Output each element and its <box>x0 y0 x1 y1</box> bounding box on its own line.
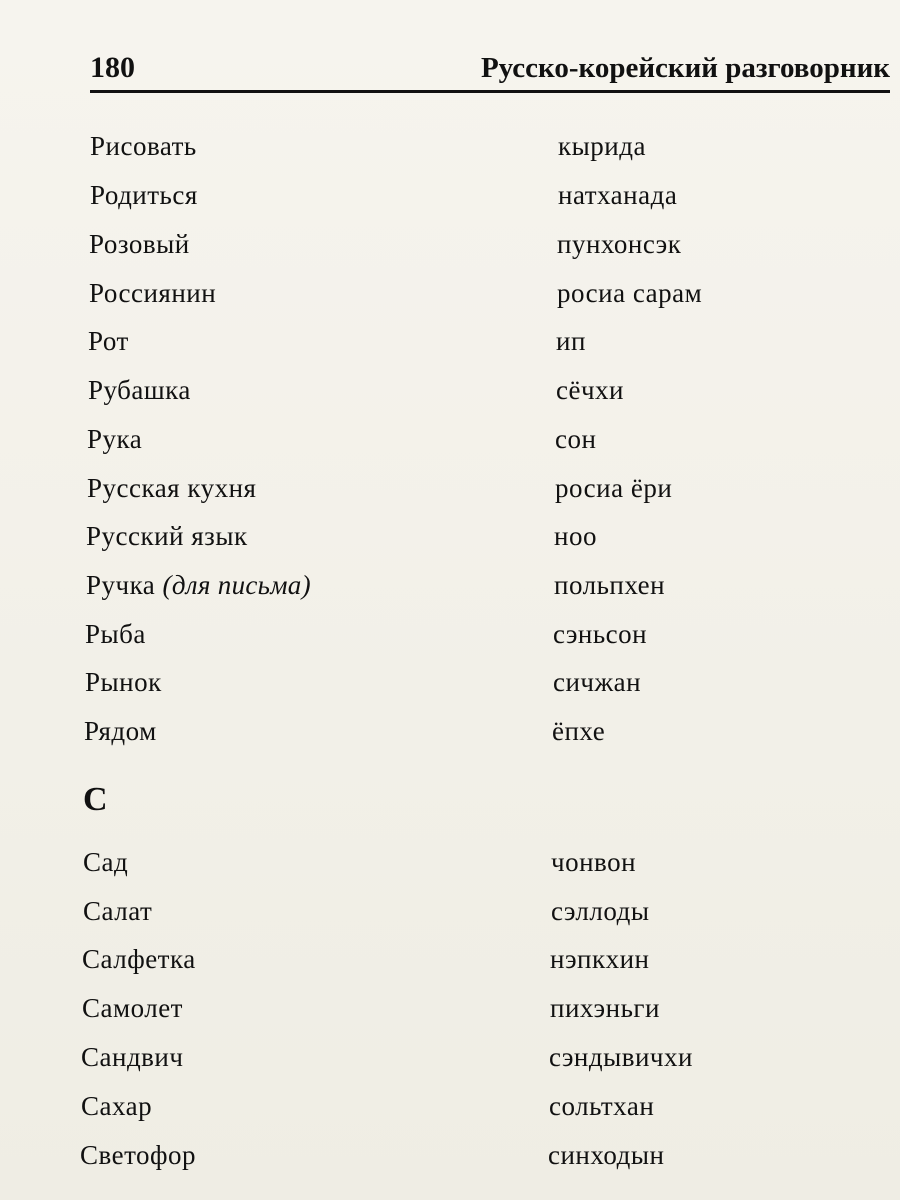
entry-row <box>80 1135 880 1175</box>
entry-row <box>89 224 889 264</box>
russian-word: Рядом <box>84 716 157 746</box>
entry-row <box>81 1037 881 1077</box>
russian-word: Рыба <box>85 619 146 649</box>
entry-row <box>86 516 886 556</box>
entry-row <box>89 273 889 313</box>
running-title: Русско-корейский разговорник <box>480 52 890 84</box>
russian-word: Русская кухня <box>87 473 257 503</box>
entry-row <box>90 175 890 215</box>
korean-transliteration: сольтхан <box>549 1091 655 1121</box>
russian-word: Родиться <box>90 180 198 210</box>
russian-word: Светофор <box>80 1140 197 1170</box>
korean-transliteration: росиа ёри <box>555 473 673 503</box>
russian-word: Салфетка <box>82 944 196 974</box>
korean-transliteration: чонвон <box>551 847 637 877</box>
korean-transliteration: сэллоды <box>551 896 650 926</box>
section-letter-heading: С <box>83 781 108 818</box>
korean-transliteration: сичжан <box>553 667 642 697</box>
russian-word: Самолет <box>82 993 183 1023</box>
entry-row <box>90 126 890 166</box>
russian-word: Сандвич <box>81 1042 184 1072</box>
usage-note: (для письма) <box>162 570 311 600</box>
korean-transliteration: сэндывичхи <box>549 1042 693 1072</box>
korean-transliteration: синходын <box>548 1140 665 1170</box>
korean-transliteration: пихэньги <box>550 993 660 1023</box>
entry-row <box>87 468 887 508</box>
korean-transliteration: сэньсон <box>553 619 648 649</box>
korean-transliteration: нэпкхин <box>550 944 650 974</box>
russian-word: Сахар <box>81 1091 153 1121</box>
russian-word: Рот <box>88 326 129 356</box>
entry-row <box>86 565 886 605</box>
russian-word: Русский язык <box>86 521 248 551</box>
korean-transliteration: кырида <box>558 131 646 161</box>
korean-transliteration: сон <box>555 424 597 454</box>
entry-row <box>82 939 882 979</box>
entry-row <box>84 711 884 751</box>
entry-row <box>85 662 885 702</box>
page-number: 180 <box>90 51 135 84</box>
entry-row <box>88 370 888 410</box>
russian-word: Розовый <box>89 229 190 259</box>
korean-transliteration: ёпхе <box>552 716 606 746</box>
russian-word-with-note <box>86 565 311 605</box>
russian-word: Рубашка <box>88 375 191 405</box>
entry-row <box>82 988 882 1028</box>
entry-row <box>81 1086 881 1126</box>
korean-transliteration: росиа сарам <box>557 278 703 308</box>
entry-row <box>83 842 883 882</box>
entry-row <box>83 891 883 931</box>
russian-word: Ручка <box>86 570 156 600</box>
entry-row <box>88 321 888 361</box>
russian-word: Салат <box>83 896 153 926</box>
korean-transliteration: ип <box>556 326 586 356</box>
russian-word: Россиянин <box>89 278 217 308</box>
russian-word: Рынок <box>85 667 162 697</box>
korean-transliteration: ноо <box>554 521 597 551</box>
entry-row <box>85 614 885 654</box>
russian-word: Рисовать <box>90 131 197 161</box>
korean-transliteration: пунхонсэк <box>557 229 682 259</box>
korean-transliteration: натханада <box>558 180 678 210</box>
entry-row <box>87 419 887 459</box>
korean-transliteration: польпхен <box>554 570 666 600</box>
russian-word: Сад <box>83 847 129 877</box>
russian-word: Рука <box>87 424 143 454</box>
korean-transliteration: сёчхи <box>556 375 624 405</box>
